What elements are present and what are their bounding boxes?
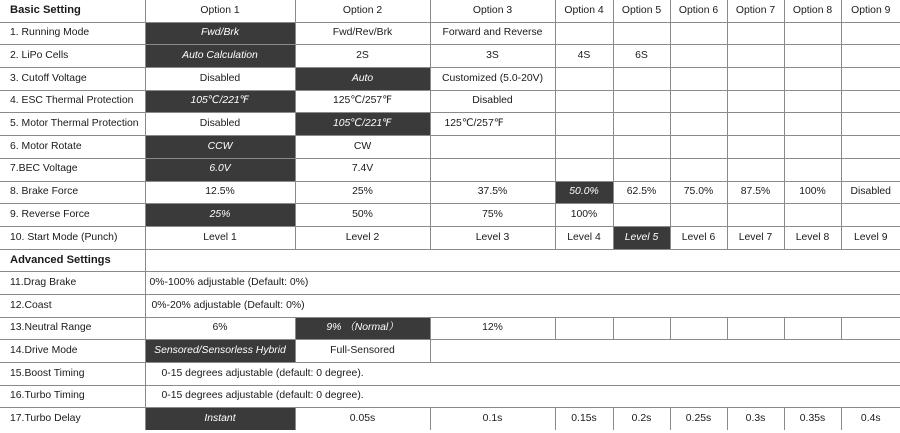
advanced-settings-title: Advanced Settings	[0, 249, 145, 272]
option-cell	[841, 90, 900, 113]
setting-label: 17.Turbo Delay	[0, 408, 145, 430]
basic-setting-row	[0, 45, 900, 68]
option-cell	[784, 22, 841, 45]
option-cell-selected: CCW	[145, 136, 295, 159]
setting-label: 16.Turbo Timing	[0, 385, 145, 408]
option-cell-selected: Auto Calculation	[145, 45, 295, 68]
option-cell: 0.35s	[784, 408, 841, 430]
option-cell	[670, 90, 727, 113]
option-cell	[555, 113, 613, 136]
option-cell	[841, 204, 900, 227]
option-cell: Level 3	[430, 226, 555, 249]
option-cell: 125℃/257℉	[295, 90, 430, 113]
option-cell	[613, 68, 670, 91]
option-cell: Disabled	[145, 68, 295, 91]
option-cell	[613, 113, 670, 136]
option-cell	[727, 317, 784, 340]
option-cell	[784, 204, 841, 227]
option-cell: 0.05s	[295, 408, 430, 430]
option-cell: Forward and Reverse	[430, 22, 555, 45]
option-cell	[841, 45, 900, 68]
advanced-setting-row	[0, 408, 900, 430]
option-cell	[784, 136, 841, 159]
column-header: Option 9	[841, 0, 900, 22]
option-cell	[841, 113, 900, 136]
option-cell-selected: Sensored/Sensorless Hybrid	[145, 340, 295, 363]
option-cell: Level 6	[670, 226, 727, 249]
column-header: Option 3	[430, 0, 555, 22]
option-cell: 0.15s	[555, 408, 613, 430]
option-cell: 0.1s	[430, 408, 555, 430]
advanced-settings-header-row	[0, 249, 900, 272]
option-cell: 100%	[784, 181, 841, 204]
option-cell: 0.2s	[613, 408, 670, 430]
advanced-setting-row	[0, 363, 900, 386]
setting-label: 12.Coast	[0, 294, 145, 317]
setting-label: 11.Drag Brake	[0, 272, 145, 295]
option-cell	[727, 90, 784, 113]
option-cell	[555, 90, 613, 113]
option-cell-selected: Level 5	[613, 226, 670, 249]
option-cell	[555, 136, 613, 159]
column-header: Option 7	[727, 0, 784, 22]
option-cell	[841, 158, 900, 181]
option-cell: Fwd/Rev/Brk	[295, 22, 430, 45]
basic-setting-row	[0, 204, 900, 227]
option-cell: 125℃/257℉	[430, 113, 555, 136]
setting-description: 0-15 degrees adjustable (default: 0 degree).	[145, 363, 900, 386]
option-cell-selected: 9% （Normal）	[295, 317, 430, 340]
option-cell: 3S	[430, 45, 555, 68]
option-cell-selected: Instant	[145, 408, 295, 430]
option-cell	[613, 317, 670, 340]
column-header: Option 2	[295, 0, 430, 22]
option-cell: 0.4s	[841, 408, 900, 430]
option-cell: Disabled	[145, 113, 295, 136]
advanced-setting-row	[0, 340, 900, 363]
basic-setting-row	[0, 90, 900, 113]
option-cell: Customized (5.0-20V)	[430, 68, 555, 91]
option-cell	[670, 68, 727, 91]
option-cell-selected: 25%	[145, 204, 295, 227]
setting-label: 6. Motor Rotate	[0, 136, 145, 159]
option-cell	[784, 113, 841, 136]
option-cell	[555, 22, 613, 45]
advanced-setting-row	[0, 294, 900, 317]
option-cell	[670, 158, 727, 181]
option-cell	[670, 317, 727, 340]
option-cell	[841, 136, 900, 159]
option-cell-selected: 50.0%	[555, 181, 613, 204]
option-cell: 62.5%	[613, 181, 670, 204]
option-cell: Level 1	[145, 226, 295, 249]
option-cell: 75.0%	[670, 181, 727, 204]
column-header: Option 6	[670, 0, 727, 22]
option-cell	[670, 45, 727, 68]
option-cell	[784, 317, 841, 340]
setting-label: 15.Boost Timing	[0, 363, 145, 386]
option-cell	[670, 22, 727, 45]
advanced-setting-row	[0, 272, 900, 295]
option-cell: Full-Sensored	[295, 340, 430, 363]
setting-label: 8. Brake Force	[0, 181, 145, 204]
setting-label: 4. ESC Thermal Protection	[0, 90, 145, 113]
option-cell	[784, 158, 841, 181]
basic-setting-row	[0, 113, 900, 136]
option-cell	[613, 158, 670, 181]
option-cell: 100%	[555, 204, 613, 227]
basic-setting-row	[0, 181, 900, 204]
option-cell-selected: Fwd/Brk	[145, 22, 295, 45]
option-cell: 87.5%	[727, 181, 784, 204]
basic-setting-row	[0, 226, 900, 249]
option-cell: Disabled	[430, 90, 555, 113]
option-cell: 0.25s	[670, 408, 727, 430]
setting-label: 3. Cutoff Voltage	[0, 68, 145, 91]
option-cell	[613, 204, 670, 227]
option-cell	[613, 136, 670, 159]
option-cell	[841, 22, 900, 45]
setting-description: 0%-100% adjustable (Default: 0%)	[145, 272, 900, 295]
basic-setting-row	[0, 68, 900, 91]
setting-label: 1. Running Mode	[0, 22, 145, 45]
option-cell: 12%	[430, 317, 555, 340]
option-cell	[555, 317, 613, 340]
option-cell	[727, 45, 784, 68]
column-header: Option 5	[613, 0, 670, 22]
option-cell	[555, 158, 613, 181]
option-cell-selected: 105℃/221℉	[145, 90, 295, 113]
column-header: Option 4	[555, 0, 613, 22]
basic-setting-row	[0, 136, 900, 159]
setting-label: 7.BEC Voltage	[0, 158, 145, 181]
option-cell: 37.5%	[430, 181, 555, 204]
option-cell: 0.3s	[727, 408, 784, 430]
setting-label: 2. LiPo Cells	[0, 45, 145, 68]
option-cell	[613, 22, 670, 45]
setting-label: 9. Reverse Force	[0, 204, 145, 227]
option-cell-blank	[430, 340, 900, 363]
option-cell: Disabled	[841, 181, 900, 204]
advanced-setting-row	[0, 385, 900, 408]
option-cell: 6%	[145, 317, 295, 340]
option-cell: 12.5%	[145, 181, 295, 204]
option-cell	[727, 204, 784, 227]
option-cell: 6S	[613, 45, 670, 68]
option-cell: Level 7	[727, 226, 784, 249]
option-cell-selected: Auto	[295, 68, 430, 91]
header-row	[0, 0, 900, 22]
option-cell	[670, 136, 727, 159]
option-cell: Level 9	[841, 226, 900, 249]
option-cell	[727, 113, 784, 136]
option-cell	[784, 90, 841, 113]
option-cell: 2S	[295, 45, 430, 68]
setting-label: 14.Drive Mode	[0, 340, 145, 363]
setting-description: 0%-20% adjustable (Default: 0%)	[145, 294, 900, 317]
option-cell-selected: 105℃/221℉	[295, 113, 430, 136]
option-cell	[784, 45, 841, 68]
option-cell: 50%	[295, 204, 430, 227]
setting-description: 0-15 degrees adjustable (default: 0 degree).	[145, 385, 900, 408]
column-header: Option 8	[784, 0, 841, 22]
option-cell: 25%	[295, 181, 430, 204]
option-cell	[670, 113, 727, 136]
advanced-setting-row	[0, 317, 900, 340]
option-cell	[430, 158, 555, 181]
option-cell	[841, 317, 900, 340]
option-cell: 4S	[555, 45, 613, 68]
setting-label: 10. Start Mode (Punch)	[0, 226, 145, 249]
setting-label: 5. Motor Thermal Protection	[0, 113, 145, 136]
option-cell	[430, 136, 555, 159]
option-cell: CW	[295, 136, 430, 159]
option-cell	[727, 22, 784, 45]
column-header: Option 1	[145, 0, 295, 22]
option-cell	[670, 204, 727, 227]
option-cell: Level 8	[784, 226, 841, 249]
option-cell	[784, 68, 841, 91]
option-cell	[555, 68, 613, 91]
basic-setting-row	[0, 158, 900, 181]
setting-label: 13.Neutral Range	[0, 317, 145, 340]
option-cell: 7.4V	[295, 158, 430, 181]
option-cell-selected: 6.0V	[145, 158, 295, 181]
option-cell	[727, 136, 784, 159]
option-cell	[841, 68, 900, 91]
option-cell	[613, 90, 670, 113]
option-cell	[727, 68, 784, 91]
basic-setting-row	[0, 22, 900, 45]
option-cell	[727, 158, 784, 181]
option-cell: 75%	[430, 204, 555, 227]
basic-setting-title: Basic Setting	[0, 0, 145, 22]
advanced-settings-blank	[145, 249, 900, 272]
option-cell: Level 4	[555, 226, 613, 249]
option-cell: Level 2	[295, 226, 430, 249]
